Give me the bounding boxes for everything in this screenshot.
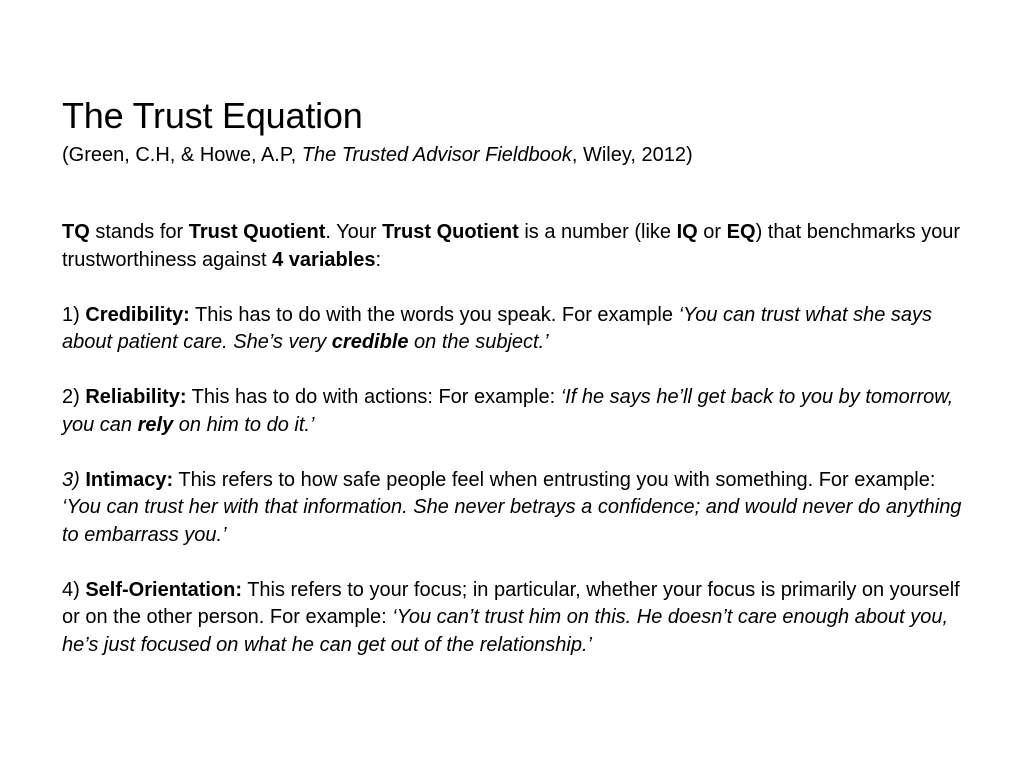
item-quote-part-b: on the subject.’ xyxy=(408,331,549,353)
item-term: Reliability: xyxy=(85,386,187,408)
trust-quotient-term: Trust Quotient xyxy=(188,221,326,243)
citation xyxy=(62,141,693,169)
intro-paragraph xyxy=(62,219,972,274)
eq-term: EQ xyxy=(726,221,756,243)
item-description: This refers to how safe people feel when entrusting you with something. For example: xyxy=(173,468,936,491)
item-quote-emphasis: rely xyxy=(137,413,174,436)
tq-term: TQ xyxy=(62,221,90,243)
item-quote-part-a: ‘You can trust what she says about patient care. She’s very xyxy=(62,303,933,353)
item-description: This refers to your focus; in particular, whether your focus is primarily on yourself or on the other person. For example: xyxy=(62,578,960,628)
item-quote-part-b: on him to do it.’ xyxy=(173,413,315,436)
item-term: Self-Orientation: xyxy=(85,578,243,601)
intro-text-6: : xyxy=(375,248,382,271)
item-quote-part-a: ‘If he says he’ll get back to you by tomorrow, you can xyxy=(62,386,954,436)
item-self-orientation xyxy=(62,577,972,660)
item-quote: ‘You can’t trust him on this. He doesn’t care enough about you, he’s just focused on what he can get out of the relationship.’ xyxy=(62,606,949,656)
item-intimacy xyxy=(62,467,972,550)
item-term: Credibility: xyxy=(85,303,190,326)
intro-text-1: stands for xyxy=(89,221,189,243)
iq-term: IQ xyxy=(676,221,698,243)
citation-open: (Green, C.H, & Howe, A.P, xyxy=(62,144,302,166)
item-reliability xyxy=(62,384,972,439)
item-number: 3) xyxy=(62,468,86,491)
slide-title: The Trust Equation xyxy=(62,95,363,136)
slide-body xyxy=(62,219,972,659)
trust-quotient-term-2: Trust Quotient xyxy=(382,221,519,243)
intro-text-4: or xyxy=(697,221,727,243)
item-credibility xyxy=(62,302,972,357)
citation-book-title: The Trusted Advisor Fieldbook xyxy=(301,144,572,166)
item-quote: ‘You can trust her with that information. She never betrays a confidence; and would never do anything to embarrass you.’ xyxy=(62,496,962,546)
item-quote-emphasis: credible xyxy=(331,331,409,353)
citation-close: , Wiley, 2012) xyxy=(571,144,693,166)
item-description: This has to do with the words you speak. For example xyxy=(189,303,679,326)
intro-text-2: . Your xyxy=(325,221,383,243)
item-term: Intimacy: xyxy=(85,468,174,491)
item-number: 2) xyxy=(62,386,86,408)
item-number: 4) xyxy=(62,578,86,601)
item-number: 1) xyxy=(62,303,86,326)
four-variables-term: 4 variables xyxy=(272,248,376,271)
intro-text-5: ) that benchmarks your trustworthiness against xyxy=(62,221,961,271)
item-description: This has to do with actions: For example: xyxy=(186,386,561,408)
intro-text-3: is a number (like xyxy=(518,221,677,243)
